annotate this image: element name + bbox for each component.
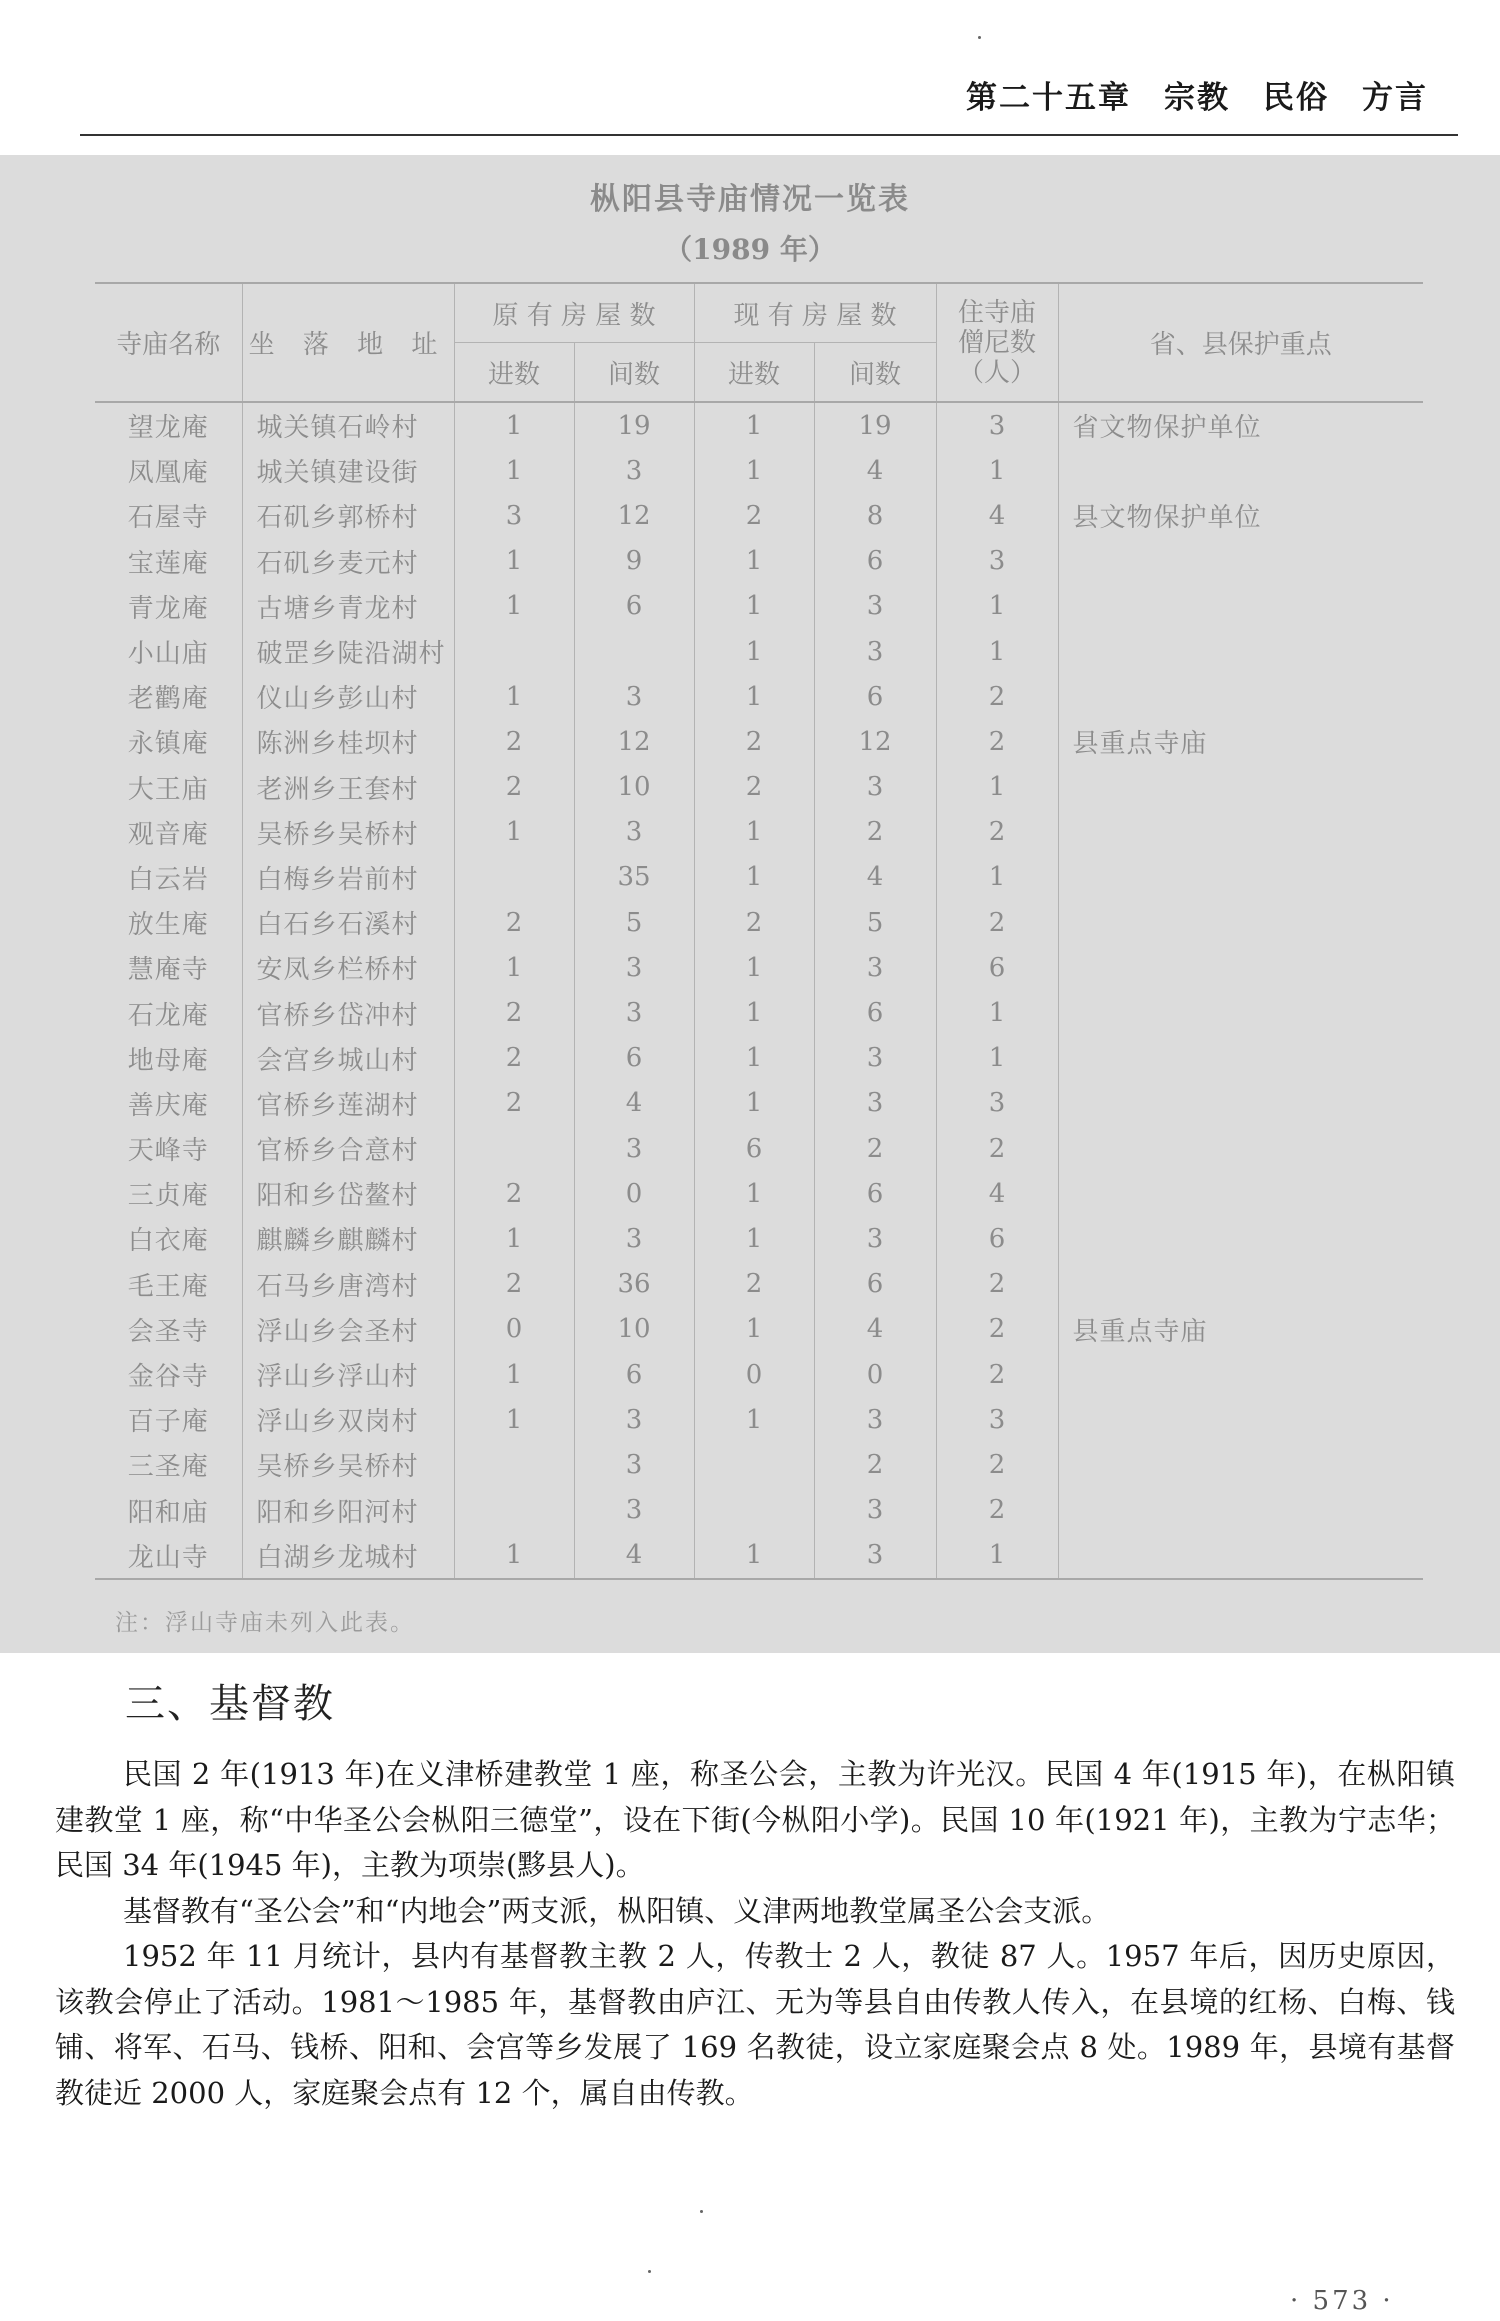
orig-jin: 2 (454, 1262, 574, 1307)
orig-jian: 6 (574, 1352, 694, 1397)
paragraph-1: 民国 2 年(1913 年)在义津桥建教堂 1 座，称圣公会，主教为许光汉。民国 4 年(1915 年)，在枞阳镇建教堂 1 座，称“中华圣公会枞阳三德堂”，设在下街(今枞阳小学)。民国 10 年(1921 年)，主教为宁志华；民国 34 年(1945 年)，主教为项崇(黟县人)。 (55, 1757, 1455, 1882)
temple-name: 石屋寺 (127, 503, 209, 534)
protection-level (1058, 990, 1423, 1035)
header-orig-jin: 进数 (454, 343, 574, 403)
curr-jian: 3 (814, 765, 936, 810)
orig-jin: 2 (454, 1036, 574, 1081)
header-curr-jian: 间数 (814, 343, 936, 403)
curr-jian: 3 (814, 1036, 936, 1081)
temple-address: 官桥乡莲湖村 (242, 1081, 454, 1126)
curr-jin: 1 (694, 1307, 814, 1352)
temple-address: 吴桥乡吴桥村 (242, 810, 454, 855)
protection-level (1058, 1171, 1423, 1216)
monk-count: 1 (936, 1036, 1058, 1081)
orig-jin: 1 (454, 674, 574, 719)
monk-count: 3 (936, 1397, 1058, 1442)
orig-jin: 1 (454, 402, 574, 448)
curr-jin: 1 (694, 584, 814, 629)
temple-address: 仪山乡彭山村 (242, 674, 454, 719)
header-address: 坐 落 地 址 (242, 283, 454, 402)
temple-name: 望龙庵 (127, 413, 209, 444)
monk-count: 2 (936, 674, 1058, 719)
curr-jin: 6 (694, 1126, 814, 1171)
temple-address: 白梅乡岩前村 (242, 855, 454, 900)
table-row (95, 1262, 1423, 1307)
curr-jian: 3 (814, 584, 936, 629)
temple-name: 三圣庵 (127, 1452, 209, 1483)
curr-jin: 1 (694, 448, 814, 493)
curr-jian: 5 (814, 900, 936, 945)
orig-jin: 1 (454, 1397, 574, 1442)
curr-jin: 1 (694, 1397, 814, 1442)
table-row (95, 990, 1423, 1035)
orig-jian: 6 (574, 584, 694, 629)
temple-address: 古塘乡青龙村 (242, 584, 454, 629)
header-protection: 省、县保护重点 (1058, 283, 1423, 402)
temple-address: 老洲乡王套村 (242, 765, 454, 810)
orig-jian: 3 (574, 1397, 694, 1442)
table-body (95, 402, 1423, 1579)
orig-jin: 1 (454, 810, 574, 855)
curr-jian: 4 (814, 1307, 936, 1352)
monk-count: 2 (936, 1442, 1058, 1487)
protection-level: 县文物保护单位 (1058, 493, 1423, 538)
header-name: 寺庙名称 (95, 283, 242, 402)
orig-jian: 35 (574, 855, 694, 900)
table-row (95, 1036, 1423, 1081)
monk-count: 2 (936, 1352, 1058, 1397)
curr-jian: 3 (814, 1533, 936, 1579)
orig-jian: 6 (574, 1036, 694, 1081)
curr-jin: 0 (694, 1352, 814, 1397)
temple-name: 白衣庵 (127, 1226, 209, 1257)
paragraph-3: 1952 年 11 月统计，县内有基督教主教 2 人，传教士 2 人，教徒 87 人。1957 年后，因历史原因，该教会停止了活动。1981～1985 年，基督教由庐江、无为等县自由传教人传入，在县境的红杨、白梅、钱铺、将军、石马、钱桥、阳和、会宫等乡发展了 169 名教徒，设立家庭聚会点 8 处。1989 年，县境有基督教徒近 2000 人，家庭聚会点有 12 个，属自由传教。 (55, 1939, 1455, 2110)
orig-jin: 3 (454, 493, 574, 538)
protection-level (1058, 900, 1423, 945)
scan-dot (700, 2210, 703, 2213)
temple-address: 阳和乡岱鳌村 (242, 1171, 454, 1216)
temple-name: 永镇庵 (127, 729, 209, 760)
orig-jin (454, 1126, 574, 1171)
table-row (95, 855, 1423, 900)
orig-jin: 2 (454, 1171, 574, 1216)
orig-jin (454, 1442, 574, 1487)
curr-jian: 3 (814, 1216, 936, 1261)
monk-count: 2 (936, 1488, 1058, 1533)
monk-count: 6 (936, 945, 1058, 990)
table-row (95, 448, 1423, 493)
curr-jian: 6 (814, 1262, 936, 1307)
temple-name: 观音庵 (127, 819, 209, 850)
temple-name: 凤凰庵 (127, 458, 209, 489)
protection-level (1058, 1126, 1423, 1171)
curr-jian: 4 (814, 448, 936, 493)
orig-jian: 3 (574, 1442, 694, 1487)
monk-count: 1 (936, 765, 1058, 810)
protection-level (1058, 1397, 1423, 1442)
orig-jin: 2 (454, 765, 574, 810)
table-row (95, 1533, 1423, 1579)
orig-jian: 3 (574, 945, 694, 990)
temple-name: 百子庵 (127, 1407, 209, 1438)
curr-jin: 1 (694, 629, 814, 674)
orig-jin: 2 (454, 990, 574, 1035)
curr-jian: 6 (814, 674, 936, 719)
orig-jin: 0 (454, 1307, 574, 1352)
curr-jin: 1 (694, 1081, 814, 1126)
table-row (95, 584, 1423, 629)
curr-jin: 2 (694, 493, 814, 538)
temple-name: 石龙庵 (127, 1000, 209, 1031)
orig-jin: 1 (454, 945, 574, 990)
curr-jin (694, 1488, 814, 1533)
table-row (95, 1397, 1423, 1442)
orig-jin: 2 (454, 900, 574, 945)
temple-name: 白云岩 (127, 864, 209, 895)
temple-name: 善庆庵 (127, 1090, 209, 1121)
protection-level (1058, 1036, 1423, 1081)
temple-address: 石马乡唐湾村 (242, 1262, 454, 1307)
monk-count: 3 (936, 402, 1058, 448)
table-row (95, 674, 1423, 719)
monk-count: 1 (936, 629, 1058, 674)
table-row (95, 1442, 1423, 1487)
temple-name: 会圣寺 (127, 1316, 209, 1347)
curr-jin: 1 (694, 674, 814, 719)
orig-jin: 2 (454, 719, 574, 764)
header-current-houses: 现 有 房 屋 数 (694, 283, 936, 343)
monk-count: 2 (936, 900, 1058, 945)
curr-jian: 0 (814, 1352, 936, 1397)
temple-name: 毛王庵 (127, 1271, 209, 1302)
protection-level: 省文物保护单位 (1058, 402, 1423, 448)
temple-address: 浮山乡浮山村 (242, 1352, 454, 1397)
monk-count: 6 (936, 1216, 1058, 1261)
orig-jin (454, 855, 574, 900)
paragraph-2: 基督教有“圣公会”和“内地会”两支派，枞阳镇、义津两地教堂属圣公会支派。 (123, 1893, 1111, 1928)
scan-dot (978, 36, 981, 39)
protection-level (1058, 674, 1423, 719)
temple-name: 放生庵 (127, 910, 209, 941)
temple-name: 青龙庵 (127, 593, 209, 624)
header-orig-jian: 间数 (574, 343, 694, 403)
table-row (95, 1081, 1423, 1126)
orig-jian: 4 (574, 1081, 694, 1126)
curr-jin: 1 (694, 1171, 814, 1216)
curr-jian: 3 (814, 945, 936, 990)
orig-jian: 5 (574, 900, 694, 945)
orig-jian: 3 (574, 990, 694, 1035)
protection-level (1058, 1488, 1423, 1533)
curr-jian: 3 (814, 1488, 936, 1533)
orig-jian: 10 (574, 1307, 694, 1352)
temple-address: 白石乡石溪村 (242, 900, 454, 945)
temple-address: 城关镇建设街 (242, 448, 454, 493)
table-year: （1989 年） (664, 233, 836, 266)
scan-dot (648, 2270, 651, 2273)
monk-count: 1 (936, 584, 1058, 629)
orig-jin: 1 (454, 539, 574, 584)
temple-address: 安凤乡栏桥村 (242, 945, 454, 990)
temple-address: 城关镇石岭村 (242, 402, 454, 448)
protection-level (1058, 945, 1423, 990)
temple-name: 慧庵寺 (127, 955, 209, 986)
temple-address: 石矶乡郭桥村 (242, 493, 454, 538)
orig-jin: 1 (454, 448, 574, 493)
temple-address: 官桥乡岱冲村 (242, 990, 454, 1035)
monk-count: 2 (936, 1262, 1058, 1307)
monk-count: 2 (936, 810, 1058, 855)
monk-count: 1 (936, 448, 1058, 493)
table-title: 枞阳县寺庙情况一览表 (590, 182, 910, 217)
orig-jian: 3 (574, 1216, 694, 1261)
protection-level (1058, 1442, 1423, 1487)
temple-address: 吴桥乡吴桥村 (242, 1442, 454, 1487)
temple-name: 地母庵 (127, 1045, 209, 1076)
section-heading: 三、基督教 (125, 1681, 335, 1727)
curr-jian: 6 (814, 1171, 936, 1216)
monk-count: 2 (936, 719, 1058, 764)
temple-address: 会宫乡城山村 (242, 1036, 454, 1081)
temple-name: 金谷寺 (127, 1362, 209, 1393)
table-row (95, 1488, 1423, 1533)
orig-jin (454, 629, 574, 674)
header-curr-jin: 进数 (694, 343, 814, 403)
page-number: · 573 · (1290, 2286, 1394, 2316)
curr-jian: 3 (814, 629, 936, 674)
curr-jin: 2 (694, 900, 814, 945)
protection-level (1058, 855, 1423, 900)
table-row (95, 402, 1423, 448)
monk-count: 4 (936, 1171, 1058, 1216)
temple-address: 破罡乡陡沿湖村 (242, 629, 454, 674)
curr-jin: 1 (694, 945, 814, 990)
protection-level (1058, 1352, 1423, 1397)
temple-address: 石矶乡麦元村 (242, 539, 454, 584)
temple-name: 宝莲庵 (127, 548, 209, 579)
table-row (95, 539, 1423, 584)
curr-jian: 19 (814, 402, 936, 448)
monk-count: 3 (936, 539, 1058, 584)
protection-level (1058, 1081, 1423, 1126)
table-row (95, 945, 1423, 990)
orig-jin: 1 (454, 1352, 574, 1397)
monk-count: 4 (936, 493, 1058, 538)
curr-jin: 1 (694, 1216, 814, 1261)
curr-jian: 2 (814, 1126, 936, 1171)
body-text (55, 1752, 1455, 2116)
protection-level: 县重点寺庙 (1058, 1307, 1423, 1352)
chapter-header: 第二十五章 宗教 民俗 方言 (966, 80, 1428, 116)
temple-address: 浮山乡会圣村 (242, 1307, 454, 1352)
temple-table (95, 282, 1423, 1580)
orig-jian: 19 (574, 402, 694, 448)
temple-address: 白湖乡龙城村 (242, 1533, 454, 1579)
orig-jian: 4 (574, 1533, 694, 1579)
protection-level (1058, 448, 1423, 493)
protection-level (1058, 1533, 1423, 1579)
table-row (95, 719, 1423, 764)
temple-address: 陈洲乡桂坝村 (242, 719, 454, 764)
curr-jian: 6 (814, 990, 936, 1035)
header-original-houses: 原 有 房 屋 数 (454, 283, 694, 343)
curr-jian: 8 (814, 493, 936, 538)
table-row (95, 810, 1423, 855)
monk-count: 1 (936, 855, 1058, 900)
temple-name: 大王庙 (127, 774, 209, 805)
curr-jin: 1 (694, 1533, 814, 1579)
protection-level (1058, 1262, 1423, 1307)
temple-name: 老鹳庵 (127, 684, 209, 715)
curr-jin: 2 (694, 1262, 814, 1307)
curr-jian: 6 (814, 539, 936, 584)
protection-level: 县重点寺庙 (1058, 719, 1423, 764)
curr-jin: 1 (694, 810, 814, 855)
temple-name: 阳和庙 (127, 1497, 209, 1528)
protection-level (1058, 810, 1423, 855)
curr-jian: 4 (814, 855, 936, 900)
orig-jian: 3 (574, 448, 694, 493)
protection-level (1058, 765, 1423, 810)
orig-jin (454, 1488, 574, 1533)
curr-jin (694, 1442, 814, 1487)
table-row (95, 1126, 1423, 1171)
curr-jin: 1 (694, 855, 814, 900)
orig-jian: 0 (574, 1171, 694, 1216)
table-row (95, 765, 1423, 810)
curr-jian: 3 (814, 1397, 936, 1442)
orig-jian: 10 (574, 765, 694, 810)
table-row (95, 1216, 1423, 1261)
curr-jin: 1 (694, 402, 814, 448)
monk-count: 2 (936, 1307, 1058, 1352)
orig-jian: 3 (574, 674, 694, 719)
orig-jian: 3 (574, 1126, 694, 1171)
header-monks: 住寺庙僧尼数（人） (936, 283, 1058, 402)
temple-name: 龙山寺 (95, 1533, 242, 1579)
monk-count: 2 (936, 1126, 1058, 1171)
orig-jin: 1 (454, 1533, 574, 1579)
curr-jian: 12 (814, 719, 936, 764)
orig-jian: 3 (574, 810, 694, 855)
protection-level (1058, 584, 1423, 629)
orig-jin: 2 (454, 1081, 574, 1126)
temple-name: 小山庙 (127, 639, 209, 670)
table-row (95, 900, 1423, 945)
monk-count: 1 (936, 1533, 1058, 1579)
table-row (95, 629, 1423, 674)
curr-jin: 2 (694, 719, 814, 764)
protection-level (1058, 1216, 1423, 1261)
protection-level (1058, 539, 1423, 584)
curr-jin: 1 (694, 539, 814, 584)
orig-jian: 36 (574, 1262, 694, 1307)
curr-jin: 2 (694, 765, 814, 810)
monk-count: 3 (936, 1081, 1058, 1126)
orig-jian: 12 (574, 719, 694, 764)
table-row (95, 1307, 1423, 1352)
header-rule (80, 134, 1458, 136)
orig-jin: 1 (454, 1216, 574, 1261)
orig-jin: 1 (454, 584, 574, 629)
orig-jian: 12 (574, 493, 694, 538)
table-row (95, 1352, 1423, 1397)
temple-address: 官桥乡合意村 (242, 1126, 454, 1171)
temple-address: 阳和乡阳河村 (242, 1488, 454, 1533)
table-note: 注：浮山寺庙未列入此表。 (115, 1610, 415, 1636)
curr-jian: 2 (814, 810, 936, 855)
monk-count: 1 (936, 990, 1058, 1035)
table-row (95, 1171, 1423, 1216)
temple-name: 三贞庵 (127, 1181, 209, 1212)
table-row (95, 493, 1423, 538)
orig-jian (574, 629, 694, 674)
temple-address: 浮山乡双岗村 (242, 1397, 454, 1442)
curr-jian: 2 (814, 1442, 936, 1487)
orig-jian: 3 (574, 1488, 694, 1533)
curr-jian: 3 (814, 1081, 936, 1126)
orig-jian: 9 (574, 539, 694, 584)
protection-level (1058, 629, 1423, 674)
curr-jin: 1 (694, 1036, 814, 1081)
curr-jin: 1 (694, 990, 814, 1035)
temple-address: 麒麟乡麒麟村 (242, 1216, 454, 1261)
temple-name: 天峰寺 (127, 1136, 209, 1167)
